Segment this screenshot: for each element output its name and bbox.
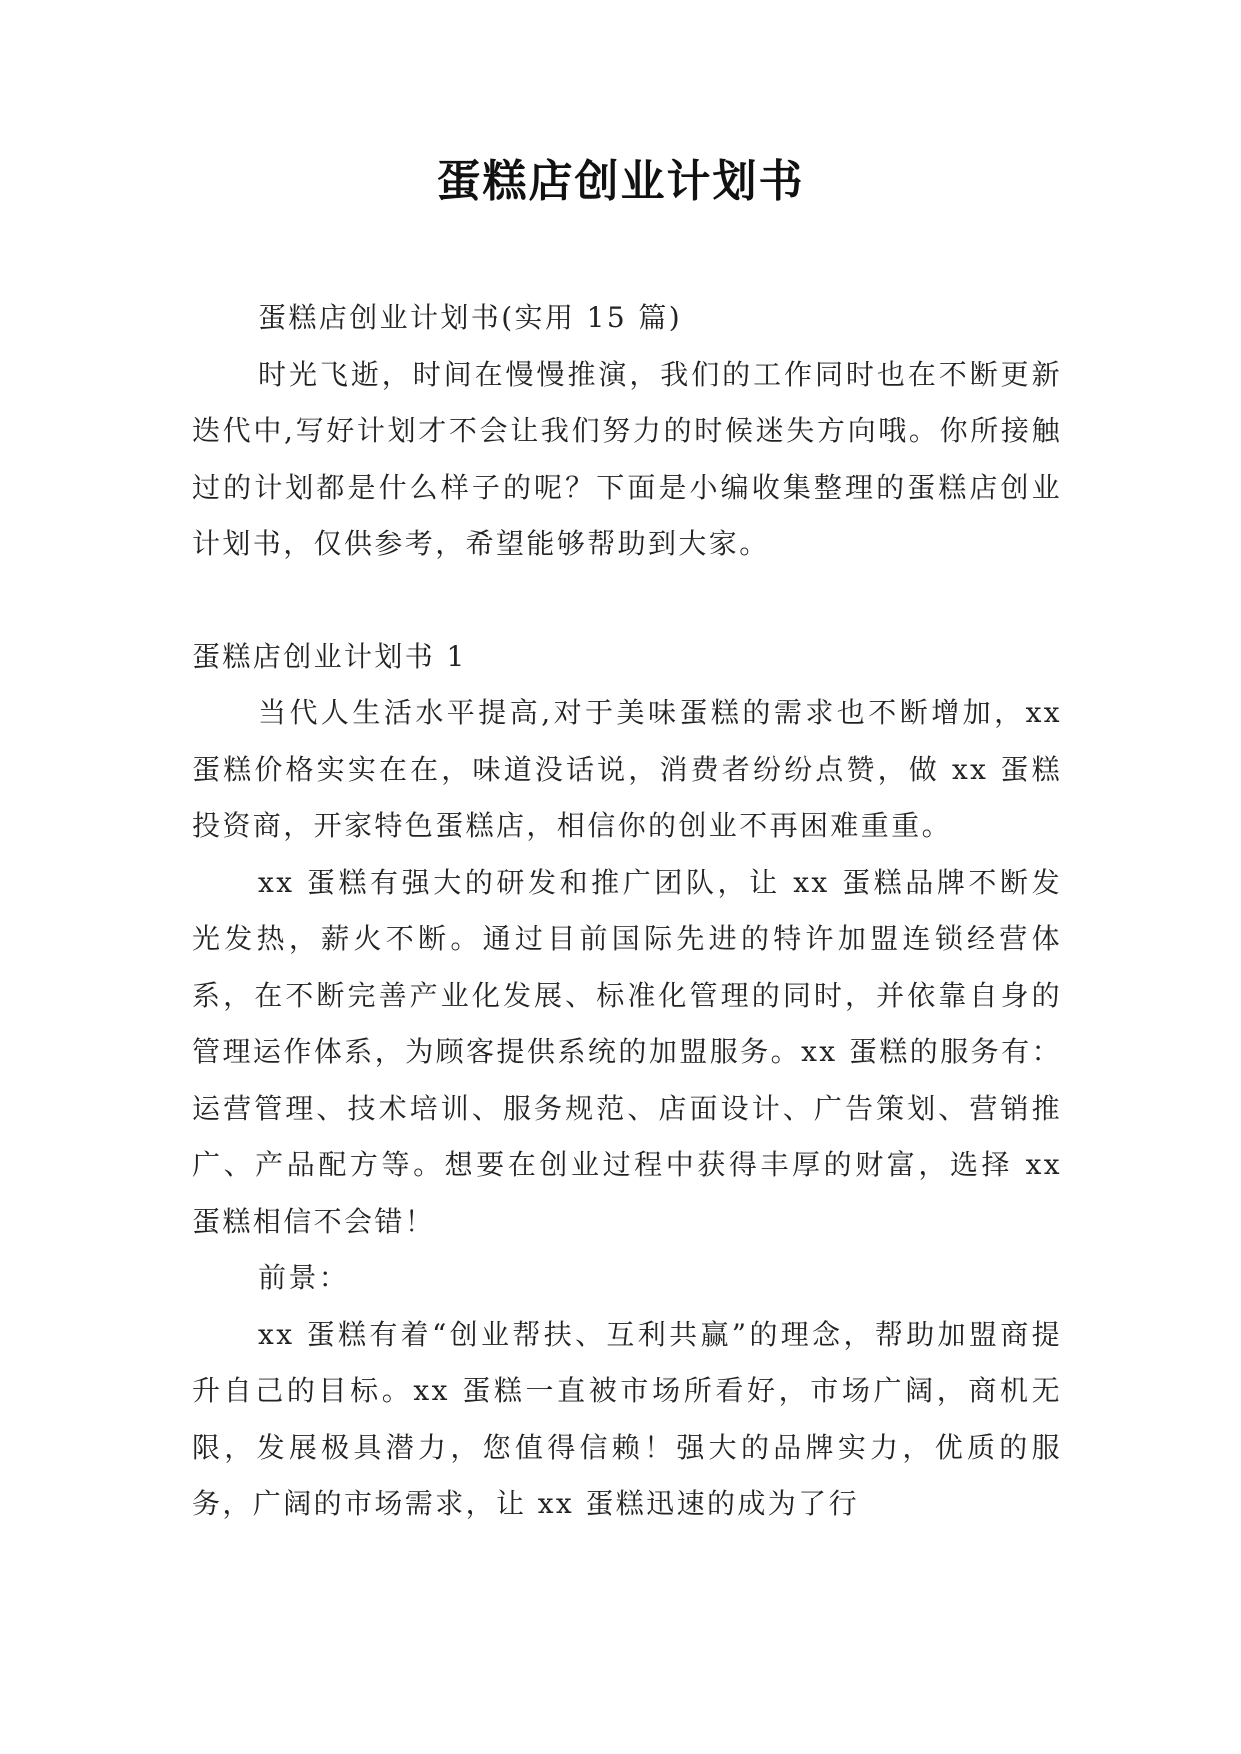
section-heading: 蛋糕店创业计划书 1 <box>192 639 467 673</box>
document-title: 蛋糕店创业计划书 <box>436 156 805 207</box>
section-paragraph-3: 前景： <box>258 1261 350 1294</box>
section-paragraph-1: 当代人生活水平提高,对于美味蛋糕的需求也不断增加，xx 蛋糕价格实实在在，味道没话说，消费者纷纷点赞，做 xx 蛋糕投资商，开家特色蛋糕店，相信你的创业不再困难重重。 <box>192 696 1062 842</box>
section-paragraph-4: xx 蛋糕有着“创业帮扶、互利共赢”的理念，帮助加盟商提升自己的目标。xx 蛋糕一直被市场所看好，市场广阔，商机无限，发展极具潜力，您值得信赖！强大的品牌实力，优质的服务，广阔的市场需求，让 xx 蛋糕迅速的成为了行 <box>192 1317 1062 1520</box>
intro-paragraph: 时光飞逝，时间在慢慢推演，我们的工作同时也在不断更新迭代中,写好计划才不会让我们努力的时候迷失方向哦。你所接触过的计划都是什么样子的呢？下面是小编收集整理的蛋糕店创业计划书，仅供参考，希望能够帮助到大家。 <box>192 357 1062 560</box>
document-subtitle: 蛋糕店创业计划书(实用 15 篇) <box>258 301 683 334</box>
section-paragraph-2: xx 蛋糕有强大的研发和推广团队，让 xx 蛋糕品牌不断发光发热，薪火不断。通过目前国际先进的特许加盟连锁经营体系，在不断完善产业化发展、标准化管理的同时，并依靠自身的管理运作体系，为顾客提供系统的加盟服务。xx 蛋糕的服务有：运营管理、技术培训、服务规范、店面设计、广告策划、营销推广、产品配方等。想要在创业过程中获得丰厚的财富，选择 xx 蛋糕相信不会错！ <box>192 865 1062 1238</box>
document-body <box>192 290 1062 1533</box>
